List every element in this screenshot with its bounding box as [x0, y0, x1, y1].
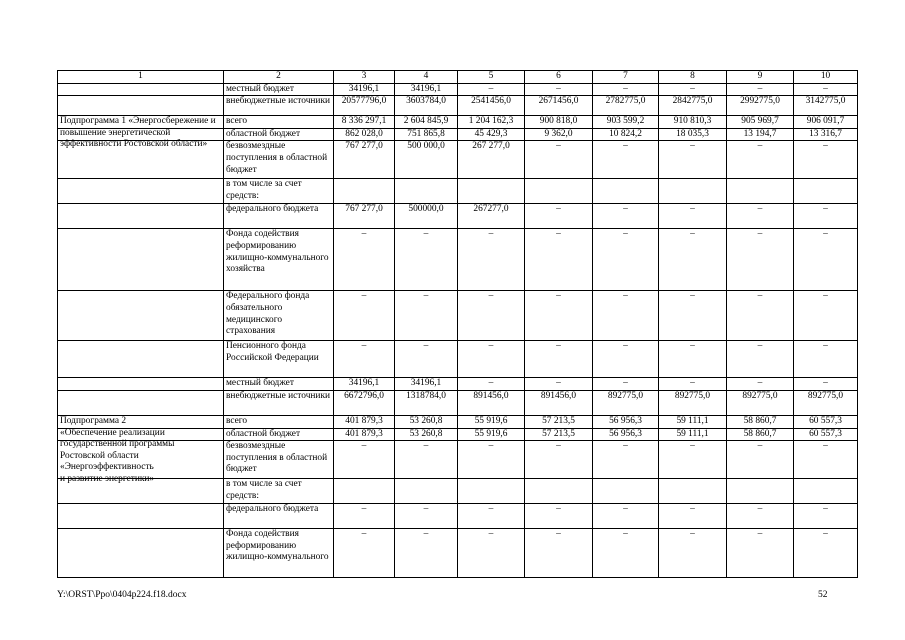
table-row [58, 291, 858, 341]
value-cell: 2671456,0 [525, 96, 593, 116]
value-cell [395, 179, 458, 204]
value-cell: – [659, 204, 727, 229]
funding-source-cell: федерального бюджета [224, 204, 334, 229]
table-row [58, 83, 858, 96]
table-row [58, 378, 858, 391]
value-cell: 2782775,0 [593, 96, 659, 116]
value-cell: – [727, 504, 794, 529]
value-cell: – [727, 291, 794, 341]
value-cell: – [458, 504, 525, 529]
value-cell: – [458, 441, 525, 479]
program-cell-empty [58, 96, 224, 116]
program-cell-continued [58, 341, 224, 378]
value-cell: – [593, 83, 659, 96]
value-cell: – [525, 229, 593, 291]
value-cell: 751 865,8 [395, 128, 458, 141]
value-cell: – [659, 229, 727, 291]
funding-source-cell: внебюджетные источники [224, 390, 334, 415]
value-cell: – [525, 341, 593, 378]
value-cell: 906 091,7 [794, 116, 858, 129]
value-cell: 59 111,1 [659, 415, 727, 428]
value-cell: – [395, 529, 458, 578]
value-cell [525, 479, 593, 504]
column-number: 5 [458, 71, 525, 84]
program-cell-continued [58, 504, 224, 529]
value-cell: – [525, 378, 593, 391]
value-cell: 20577796,0 [334, 96, 395, 116]
table-row [58, 229, 858, 291]
funding-source-cell: местный бюджет [224, 378, 334, 391]
value-cell: – [525, 441, 593, 479]
funding-source-cell: всего [224, 415, 334, 428]
value-cell: – [727, 141, 794, 179]
value-cell: – [593, 341, 659, 378]
table-row [58, 390, 858, 415]
funding-source-cell: внебюджетные источники [224, 96, 334, 116]
value-cell: 1 204 162,3 [458, 116, 525, 129]
value-cell: – [659, 83, 727, 96]
value-cell: – [395, 291, 458, 341]
value-cell: – [794, 229, 858, 291]
value-cell: – [593, 441, 659, 479]
value-cell: 892775,0 [593, 390, 659, 415]
value-cell: – [794, 83, 858, 96]
value-cell: 13 194,7 [727, 128, 794, 141]
value-cell: 10 824,2 [593, 128, 659, 141]
value-cell: – [525, 529, 593, 578]
table-row [58, 504, 858, 529]
value-cell: – [794, 441, 858, 479]
funding-source-cell: безвозмездные поступления в областной бюджет [224, 441, 334, 479]
program-cell-continued [58, 291, 224, 341]
value-cell: – [525, 504, 593, 529]
funding-source-cell: в том числе за счет средств: [224, 479, 334, 504]
value-cell: 34196,1 [395, 378, 458, 391]
value-cell: 2992775,0 [727, 96, 794, 116]
table-row [58, 204, 858, 229]
program-title-cell [58, 415, 224, 484]
value-cell: – [395, 504, 458, 529]
value-cell: 59 111,1 [659, 428, 727, 441]
program-cell-continued [58, 204, 224, 229]
program-2-title [60, 415, 221, 484]
value-cell: 45 429,3 [458, 128, 525, 141]
value-cell: 401 879,3 [334, 415, 395, 428]
value-cell: 767 277,0 [334, 204, 395, 229]
value-cell [525, 179, 593, 204]
value-cell: – [727, 341, 794, 378]
value-cell: – [794, 204, 858, 229]
value-cell: – [395, 229, 458, 291]
value-cell: 2541456,0 [458, 96, 525, 116]
value-cell: 892775,0 [727, 390, 794, 415]
value-cell: 3142775,0 [794, 96, 858, 116]
value-cell: 891456,0 [458, 390, 525, 415]
table-row [58, 529, 858, 578]
budget-table [57, 70, 858, 578]
value-cell: – [659, 378, 727, 391]
value-cell: – [794, 291, 858, 341]
column-number: 10 [794, 71, 858, 84]
table-row [58, 341, 858, 378]
document-file-path: Y:\ORST\Ppo\0404p224.f18.docx [57, 590, 187, 600]
budget-table-body [58, 71, 858, 578]
table-row [58, 415, 858, 428]
program-cell-empty [58, 83, 224, 96]
program-2-title-line: и развитие энергетики» [60, 473, 155, 484]
program-cell-continued [58, 529, 224, 578]
value-cell [395, 479, 458, 504]
column-number: 7 [593, 71, 659, 84]
value-cell: – [525, 204, 593, 229]
value-cell: 55 919,6 [458, 428, 525, 441]
value-cell: – [593, 529, 659, 578]
funding-source-cell: федерального бюджета [224, 504, 334, 529]
value-cell: – [794, 341, 858, 378]
funding-source-cell: Фонда содействия реформированию жилищно-коммунального [224, 529, 334, 578]
value-cell: 267277,0 [458, 204, 525, 229]
value-cell: – [458, 341, 525, 378]
value-cell: – [458, 529, 525, 578]
page-number: 52 [818, 590, 828, 600]
value-cell: – [659, 141, 727, 179]
value-cell: 60 557,3 [794, 415, 858, 428]
value-cell [593, 179, 659, 204]
value-cell: – [395, 441, 458, 479]
value-cell: 767 277,0 [334, 141, 395, 179]
value-cell: 53 260,8 [395, 428, 458, 441]
column-number: 6 [525, 71, 593, 84]
value-cell: – [659, 441, 727, 479]
value-cell: 9 362,0 [525, 128, 593, 141]
value-cell: – [395, 341, 458, 378]
value-cell: 56 956,3 [593, 428, 659, 441]
value-cell: – [334, 341, 395, 378]
column-number: 3 [334, 71, 395, 84]
value-cell: 55 919,6 [458, 415, 525, 428]
value-cell: – [659, 504, 727, 529]
program-2-title-line: «Обеспечение реализации государственной программы Ростовской области «Энергоэффективность [60, 427, 175, 473]
program-cell-continued [58, 229, 224, 291]
value-cell: 8 336 297,1 [334, 116, 395, 129]
value-cell: – [458, 83, 525, 96]
value-cell: 900 818,0 [525, 116, 593, 129]
value-cell: – [593, 141, 659, 179]
program-1-title: Подпрограмма 1 «Энергосбережение и повышение энергетической эффективности Ростовской области» [60, 116, 216, 150]
funding-source-cell: всего [224, 116, 334, 129]
value-cell: – [334, 504, 395, 529]
funding-source-cell: Пенсионного фонда Российской Федерации [224, 341, 334, 378]
value-cell: – [334, 229, 395, 291]
column-number: 9 [727, 71, 794, 84]
table-row [58, 96, 858, 116]
program-cell-continued [58, 179, 224, 204]
value-cell: 892775,0 [659, 390, 727, 415]
table-row [58, 116, 858, 129]
column-number: 4 [395, 71, 458, 84]
value-cell [334, 179, 395, 204]
value-cell: 892775,0 [794, 390, 858, 415]
funding-source-cell: безвозмездные поступления в областной бюджет [224, 141, 334, 179]
value-cell: – [659, 341, 727, 378]
value-cell: – [334, 529, 395, 578]
value-cell: 34196,1 [395, 83, 458, 96]
value-cell [794, 179, 858, 204]
value-cell: 500000,0 [395, 204, 458, 229]
value-cell: 891456,0 [525, 390, 593, 415]
value-cell: 6672796,0 [334, 390, 395, 415]
program-cell-continued [58, 390, 224, 415]
value-cell: – [659, 529, 727, 578]
value-cell [727, 479, 794, 504]
value-cell [659, 479, 727, 504]
value-cell: – [458, 378, 525, 391]
value-cell: 500 000,0 [395, 141, 458, 179]
value-cell: 53 260,8 [395, 415, 458, 428]
value-cell: 58 860,7 [727, 428, 794, 441]
funding-source-cell: в том числе за счет средств: [224, 179, 334, 204]
value-cell: – [727, 378, 794, 391]
value-cell: – [794, 529, 858, 578]
value-cell: – [525, 291, 593, 341]
value-cell: – [593, 291, 659, 341]
value-cell: 903 599,2 [593, 116, 659, 129]
value-cell: 401 879,3 [334, 428, 395, 441]
value-cell: 2842775,0 [659, 96, 727, 116]
value-cell: – [525, 141, 593, 179]
value-cell [727, 179, 794, 204]
program-2-title-line: Подпрограмма 2 [60, 415, 127, 426]
value-cell: 58 860,7 [727, 415, 794, 428]
value-cell: – [525, 83, 593, 96]
value-cell: 57 213,5 [525, 428, 593, 441]
value-cell: 18 035,3 [659, 128, 727, 141]
column-number: 8 [659, 71, 727, 84]
value-cell: – [794, 504, 858, 529]
value-cell: – [727, 204, 794, 229]
funding-source-cell: Федерального фонда обязательного медицинского страхования [224, 291, 334, 341]
program-cell-continued [58, 378, 224, 391]
column-number: 2 [224, 71, 334, 84]
value-cell: 2 604 845,9 [395, 116, 458, 129]
value-cell [659, 179, 727, 204]
value-cell: – [593, 229, 659, 291]
value-cell: 60 557,3 [794, 428, 858, 441]
value-cell: 267 277,0 [458, 141, 525, 179]
value-cell [458, 179, 525, 204]
value-cell: 57 213,5 [525, 415, 593, 428]
value-cell: 862 028,0 [334, 128, 395, 141]
value-cell: – [727, 529, 794, 578]
value-cell: – [727, 441, 794, 479]
table-row [58, 179, 858, 204]
value-cell: – [458, 229, 525, 291]
column-number: 1 [58, 71, 224, 84]
value-cell: – [334, 291, 395, 341]
value-cell: 3603784,0 [395, 96, 458, 116]
value-cell: – [727, 83, 794, 96]
value-cell: – [659, 291, 727, 341]
value-cell: 1318784,0 [395, 390, 458, 415]
value-cell: – [794, 378, 858, 391]
value-cell [593, 479, 659, 504]
value-cell: – [593, 204, 659, 229]
value-cell: 56 956,3 [593, 415, 659, 428]
value-cell [794, 479, 858, 504]
value-cell [458, 479, 525, 504]
value-cell: – [334, 441, 395, 479]
column-number-row [58, 71, 858, 84]
value-cell: – [593, 378, 659, 391]
value-cell: – [727, 229, 794, 291]
value-cell: – [593, 504, 659, 529]
program-title-cell [58, 116, 224, 150]
value-cell: 34196,1 [334, 378, 395, 391]
value-cell [334, 479, 395, 504]
value-cell: – [794, 141, 858, 179]
funding-source-cell: областной бюджет [224, 428, 334, 441]
funding-source-cell: Фонда содействия реформированию жилищно-коммунального хозяйства [224, 229, 334, 291]
value-cell: 13 316,7 [794, 128, 858, 141]
funding-source-cell: областной бюджет [224, 128, 334, 141]
value-cell: 34196,1 [334, 83, 395, 96]
value-cell: – [458, 291, 525, 341]
funding-source-cell: местный бюджет [224, 83, 334, 96]
value-cell: 910 810,3 [659, 116, 727, 129]
value-cell: 905 969,7 [727, 116, 794, 129]
